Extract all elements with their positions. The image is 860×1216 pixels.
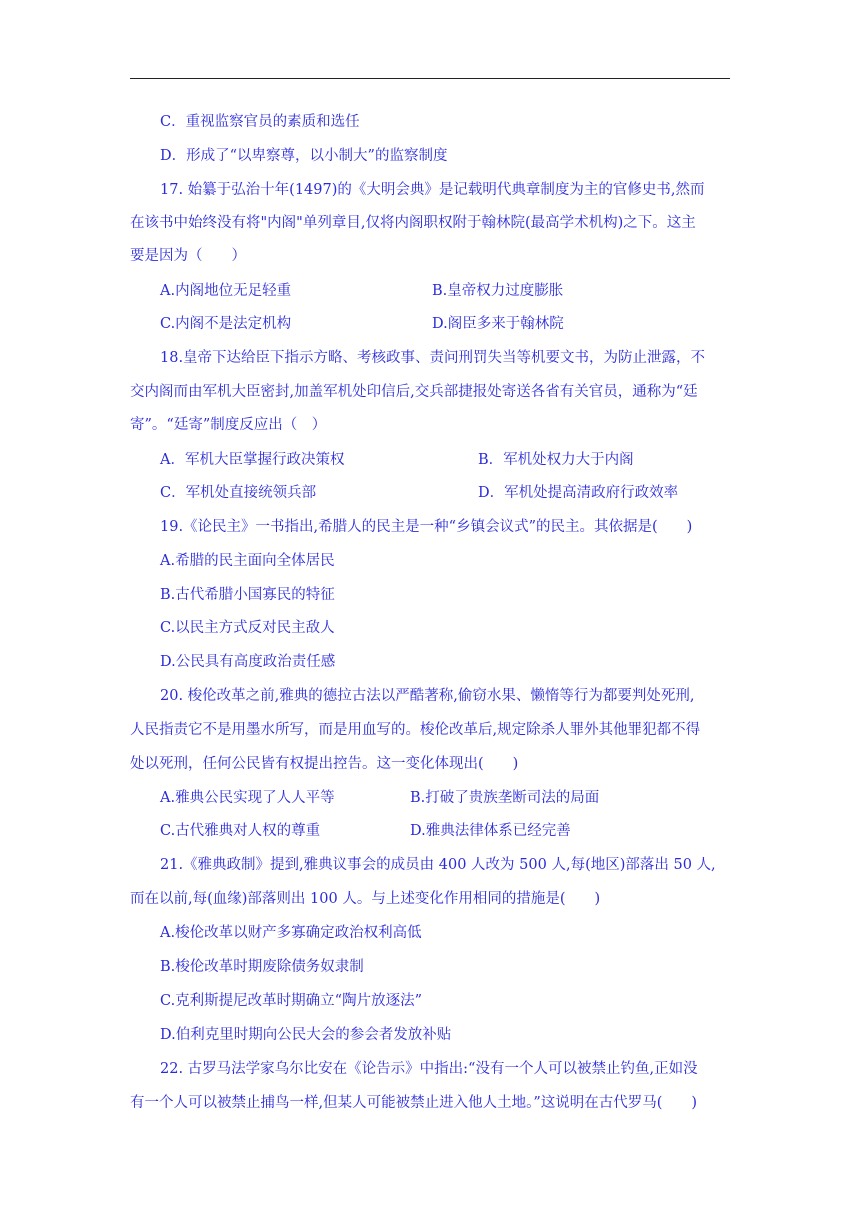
q21-option-d: D.伯利克里时期向公民大会的参会者发放补贴	[160, 1027, 452, 1043]
header-rule	[130, 78, 730, 79]
q20-stem-line-1: 20. 梭伦改革之前,雅典的德拉古法以严酷著称,偷窃水果、懒惰等行为都要判处死刑,	[160, 688, 695, 704]
q19-stem-line-1: 19.《论民主》一书指出,希腊人的民主是一种“乡镇会议式”的民主。其依据是( )	[160, 519, 693, 535]
q20-stem-line-3: 处以死刑，任何公民皆有权提出控告。这一变化体现出( )	[130, 756, 519, 772]
q21-stem-line-1: 21.《雅典政制》提到,雅典议事会的成员由 400 人改为 500 人,每(地区)部落出 50 人,	[160, 857, 716, 873]
q16-option-d: D．形成了“以卑察尊，以小制大”的监察制度	[160, 148, 448, 164]
q19-option-d: D.公民具有高度政治责任感	[160, 654, 336, 670]
q18-option-b: B．军机处权力大于内阁	[478, 452, 634, 468]
q18-stem-line-2: 交内阁而由军机大臣密封,加盖军机处印信后,交兵部捷报处寄送各省有关官员，通称为“廷	[130, 384, 698, 400]
q19-option-a: A.希腊的民主面向全体居民	[160, 553, 335, 569]
q20-option-d: D.雅典法律体系已经完善	[410, 823, 571, 839]
q17-stem-line-1: 17. 始纂于弘治十年(1497)的《大明会典》是记载明代典章制度为主的官修史书,然而	[160, 182, 705, 198]
q20-option-c: C.古代雅典对人权的尊重	[160, 823, 321, 839]
q17-option-d: D.阁臣多来于翰林院	[432, 316, 564, 332]
q22-stem-line-1: 22. 古罗马法学家乌尔比安在《论告示》中指出:“没有一个人可以被禁止钓鱼,正如没	[160, 1061, 698, 1077]
q18-option-d: D．军机处提高清政府行政效率	[478, 485, 679, 501]
q20-option-b: B.打破了贵族垄断司法的局面	[410, 790, 600, 806]
q17-option-a: A.内阁地位无足轻重	[160, 283, 292, 299]
q21-stem-line-2: 而在以前,每(血缘)部落则出 100 人。与上述变化作用相同的措施是( )	[130, 891, 601, 907]
q17-option-c: C.内阁不是法定机构	[160, 316, 292, 332]
q18-option-c: C．军机处直接统领兵部	[160, 485, 317, 501]
q19-option-b: B.古代希腊小国寡民的特征	[160, 587, 335, 603]
q19-option-c: C.以民主方式反对民主敌人	[160, 620, 335, 636]
q21-option-a: A.梭伦改革以财产多寡确定政治权利高低	[160, 925, 422, 941]
q21-option-c: C.克利斯提尼改革时期确立“陶片放逐法”	[160, 993, 423, 1009]
q17-option-b: B.皇帝权力过度膨胀	[432, 283, 564, 299]
q18-option-a: A．军机大臣掌握行政决策权	[160, 452, 345, 468]
q16-option-c: C．重视监察官员的素质和选任	[160, 114, 360, 130]
q20-stem-line-2: 人民指责它不是用墨水所写，而是用血写的。梭伦改革后,规定除杀人罪外其他罪犯都不得	[130, 722, 701, 738]
q22-stem-line-2: 有一个人可以被禁止捕鸟一样,但某人可能被禁止进入他人土地。”这说明在古代罗马( )	[130, 1095, 698, 1111]
q20-option-a: A.雅典公民实现了人人平等	[160, 790, 335, 806]
q21-option-b: B.梭伦改革时期废除债务奴隶制	[160, 959, 364, 975]
q18-stem-line-1: 18.皇帝下达给臣下指示方略、考核政事、责问刑罚失当等机要文书，为防止泄露，不	[160, 350, 706, 366]
q17-stem-line-3: 要是因为（ ）	[130, 248, 246, 264]
q17-stem-line-2: 在该书中始终没有将"内阁"单列章目,仅将内阁职权附于翰林院(最高学术机构)之下。这主	[130, 215, 696, 231]
q18-stem-line-3: 寄”。“廷寄”制度反应出（ ）	[130, 417, 327, 433]
